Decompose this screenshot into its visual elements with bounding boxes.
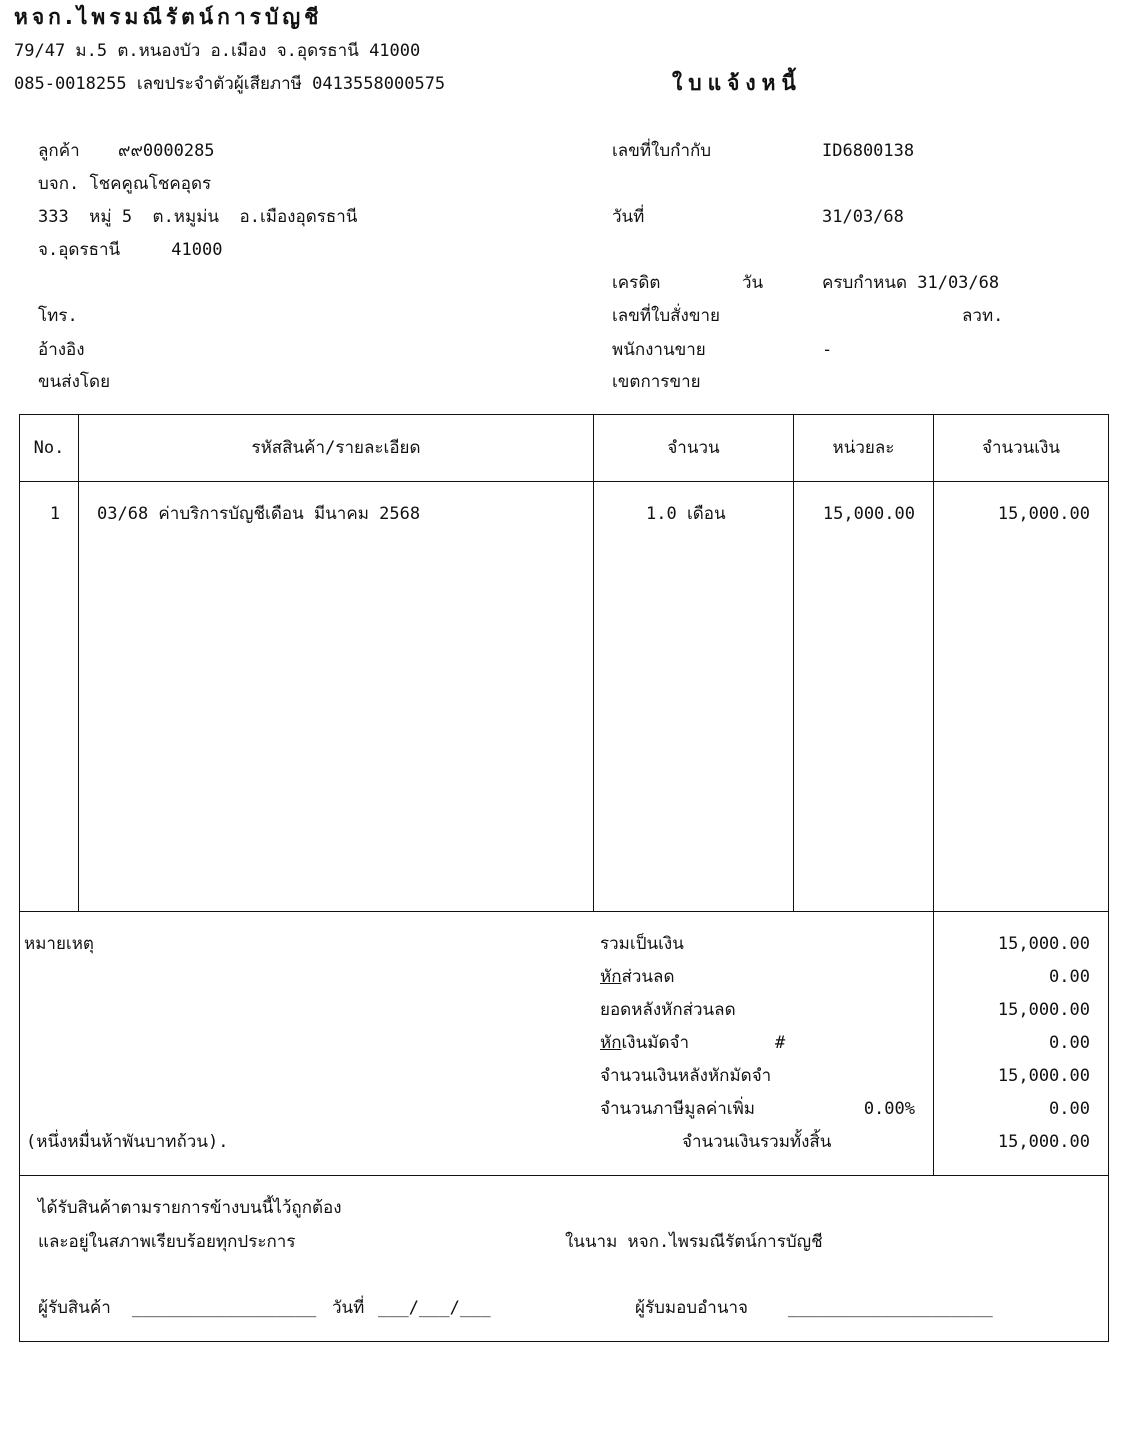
after-discount-value: 15,000.00 — [997, 1000, 1090, 1020]
company-name: หจก.ไพรมณีรัตน์การบัญชี — [14, 5, 323, 29]
row-quantity: 1.0 เดือน — [646, 504, 726, 524]
header-description: รหัสสินค้า/รายละเอียด — [251, 438, 421, 458]
amount-in-words: (หนึ่งหมื่นห้าพันบาทถ้วน). — [26, 1132, 229, 1152]
received-statement-line2: และอยู่ในสภาพเรียบร้อยทุกประการ — [38, 1232, 296, 1252]
deposit-value: 0.00 — [1049, 1033, 1090, 1053]
vat-value: 0.00 — [1049, 1099, 1090, 1119]
after-deposit-label: จำนวนเงินหลังหักมัดจำ — [600, 1066, 772, 1086]
salesperson-value: - — [822, 340, 833, 360]
authorized-signature-line: ____________________ — [788, 1298, 993, 1318]
customer-label: ลูกค้า — [38, 141, 80, 161]
deposit-label — [600, 1032, 689, 1054]
phone-label: โทร. — [38, 306, 78, 326]
shipping-label: ขนส่งโดย — [38, 372, 111, 392]
grand-total-label: จำนวนเงินรวมทั้งสิ้น — [682, 1132, 832, 1152]
vat-rate: 0.00% — [863, 1099, 915, 1119]
received-statement-line1: ได้รับสินค้าตามรายการข้างบนนี้ไว้ถูกต้อง — [38, 1198, 342, 1218]
credit-label: เครดิต — [612, 273, 661, 293]
customer-address-line1: 333 หมู่ 5 ต.หมูม่น อ.เมืองอุดรธานี — [38, 207, 358, 227]
on-behalf-of: ในนาม หจก.ไพรมณีรัตน์การบัญชี — [565, 1232, 823, 1252]
header-quantity: จำนวน — [667, 438, 720, 458]
discount-text: ส่วนลด — [621, 967, 675, 987]
deposit-hash: # — [775, 1033, 786, 1053]
row-description: 03/68 ค่าบริการบัญชีเดือน มีนาคม 2568 — [97, 504, 421, 524]
document-title: ใบแจ้งหนี้ — [672, 71, 802, 95]
reference-label: อ้างอิง — [38, 340, 85, 360]
deposit-prefix: หัก — [600, 1033, 622, 1053]
header-unit-price: หน่วยละ — [832, 438, 895, 458]
tax-invoice-number: ID6800138 — [822, 141, 915, 161]
receiver-label: ผู้รับสินค้า — [38, 1298, 111, 1318]
row-unit-price: 15,000.00 — [822, 504, 915, 524]
header-amount: จำนวนเงิน — [981, 438, 1061, 458]
sales-order-suffix: ลวท. — [962, 306, 1004, 326]
subtotal-value: 15,000.00 — [997, 934, 1090, 954]
tax-invoice-label: เลขที่ใบกำกับ — [612, 141, 712, 161]
receive-date-blank: ___/___/___ — [378, 1298, 491, 1318]
after-discount-label: ยอดหลังหักส่วนลด — [600, 1000, 736, 1020]
row-amount: 15,000.00 — [997, 504, 1090, 524]
company-contact: 085-0018255 เลขประจำตัวผู้เสียภาษี 0413558000575 — [14, 74, 446, 94]
grand-total-value: 15,000.00 — [997, 1132, 1090, 1152]
due-date: ครบกำหนด 31/03/68 — [822, 273, 1000, 293]
sales-zone-label: เขตการขาย — [612, 372, 701, 392]
date-label: วันที่ — [612, 207, 645, 227]
customer-address-line2: จ.อุดรธานี 41000 — [38, 240, 223, 260]
salesperson-label: พนักงานขาย — [612, 340, 706, 360]
authorized-label: ผู้รับมอบอำนาจ — [635, 1298, 748, 1318]
after-deposit-value: 15,000.00 — [997, 1066, 1090, 1086]
discount-value: 0.00 — [1049, 967, 1090, 987]
customer-name: บจก. โชคคูณโชคอุดร — [38, 174, 212, 194]
discount-prefix: หัก — [600, 967, 622, 987]
header-no: No. — [33, 438, 65, 458]
vat-label: จำนวนภาษีมูลค่าเพิ่ม — [600, 1099, 756, 1119]
remark-label: หมายเหตุ — [24, 934, 94, 954]
company-address: 79/47 ม.5 ต.หนองบัว อ.เมือง จ.อุดรธานี 41000 — [14, 41, 421, 61]
deposit-text: เงินมัดจำ — [621, 1033, 689, 1053]
discount-label — [600, 966, 675, 988]
receive-date-label: วันที่ — [332, 1298, 365, 1318]
sales-order-label: เลขที่ใบสั่งขาย — [612, 306, 720, 326]
date-value: 31/03/68 — [822, 207, 904, 227]
credit-day-label: วัน — [742, 273, 764, 293]
subtotal-label: รวมเป็นเงิน — [600, 934, 684, 954]
receiver-signature-line: __________________ — [132, 1298, 317, 1318]
customer-code: ๙๙0000285 — [118, 141, 215, 161]
row-no: 1 — [49, 504, 61, 524]
